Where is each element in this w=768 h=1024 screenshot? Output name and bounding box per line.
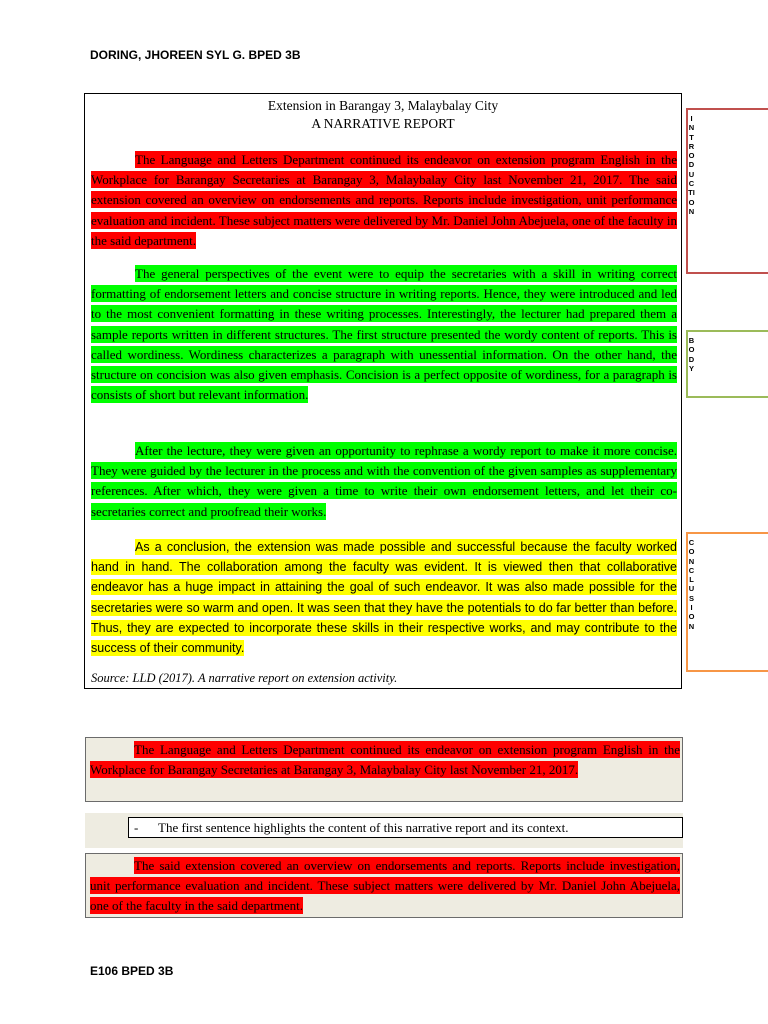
conclusion-text: As a conclusion, the extension was made possible and successful because the faculty worked hand in hand. The collaboration among the faculty was evident. It is viewed then that collaborative endeavor has a huge impact in attaining the goal of such endeavor. It was also made possible for the secretaries were so warm and open. It was seen that they have the potentials to do far better than before. Thus, they are expected to incorporate these skills in their respective works, and may contribute to the success of their community. — [91, 540, 677, 656]
analysis-excerpt-1-text: The Language and Letters Department continued its endeavor on extension program English in the Workplace for Barangay Secretaries at Barangay 3, Malaybalay City last November 21, 2017. — [90, 742, 680, 778]
introduction-label-box — [686, 108, 768, 274]
report-subtitle: A NARRATIVE REPORT — [311, 116, 455, 131]
body-label: BODY — [688, 336, 695, 373]
analysis-excerpt-2-text: The said extension covered an overview on endorsements and reports. Reports include investigation, unit performance evaluation and incident. These subject matters were delivered by Mr. Daniel John Abejuela, one of the faculty in the said department. — [90, 858, 680, 914]
analysis-excerpt-2 — [90, 856, 680, 917]
narrative-report-box — [84, 93, 682, 689]
conclusion-paragraph — [91, 537, 677, 658]
conclusion-label-box — [686, 532, 768, 672]
report-title: Extension in Barangay 3, Malaybalay City — [267, 98, 499, 113]
conclusion-label: CONCLUSION — [688, 538, 695, 631]
analysis-excerpt-box-2 — [85, 853, 683, 918]
analysis-excerpt-box-1 — [85, 737, 683, 802]
introduction-paragraph — [91, 150, 677, 251]
analysis-excerpt-1 — [90, 740, 680, 780]
body-text-2: After the lecture, they were given an opportunity to rephrase a wordy report to make it more concise. They were guided by the lecturer in the process and with the convention of the given samples as supplementary references. After which, they were given a time to write their own endorsement letters, and let their co-secretaries correct and proofread their works. — [91, 443, 677, 519]
introduction-label: INTRODUCTION — [688, 114, 695, 216]
body-paragraph-1 — [91, 264, 677, 405]
note-dash: - — [134, 820, 139, 835]
body-text-1: The general perspectives of the event were to equip the secretaries with a skill in writing correct formatting of endorsement letters and concise structure in writing reports. Hence, they were introduced and led to the most convenient formatting in these writing processes. Interestingly, the lecturer had prepared them a sample reports written in different structures. The first structure presented the wordy content of reports. This is called wordiness. Wordiness characterizes a paragraph with unessential information. On the other hand, the structure on concision was also given emphasis. Concision is a perfect opposite of wordiness, for a paragraph is consists of short but relevant information. — [91, 266, 677, 403]
introduction-text: The Language and Letters Department continued its endeavor on extension program English in the Workplace for Barangay Secretaries at Barangay 3, Malaybalay City last November 21, 2017. The said extension covered an overview on endorsements and reports. Reports include investigation, unit performance evaluation and incident. These subject matters were delivered by Mr. Daniel John Abejuela, one of the faculty in the said department. — [91, 152, 677, 248]
body-label-box — [686, 330, 768, 398]
body-paragraph-2 — [91, 441, 677, 522]
analysis-note-box — [128, 817, 683, 838]
footer-course-code: E106 BPED 3B — [90, 964, 174, 978]
author-header: DORING, JHOREEN SYL G. BPED 3B — [90, 48, 301, 62]
source-citation: Source: LLD (2017). A narrative report on extension activity. — [91, 671, 398, 685]
analysis-note-text: The first sentence highlights the content of this narrative report and its context. — [158, 820, 569, 835]
